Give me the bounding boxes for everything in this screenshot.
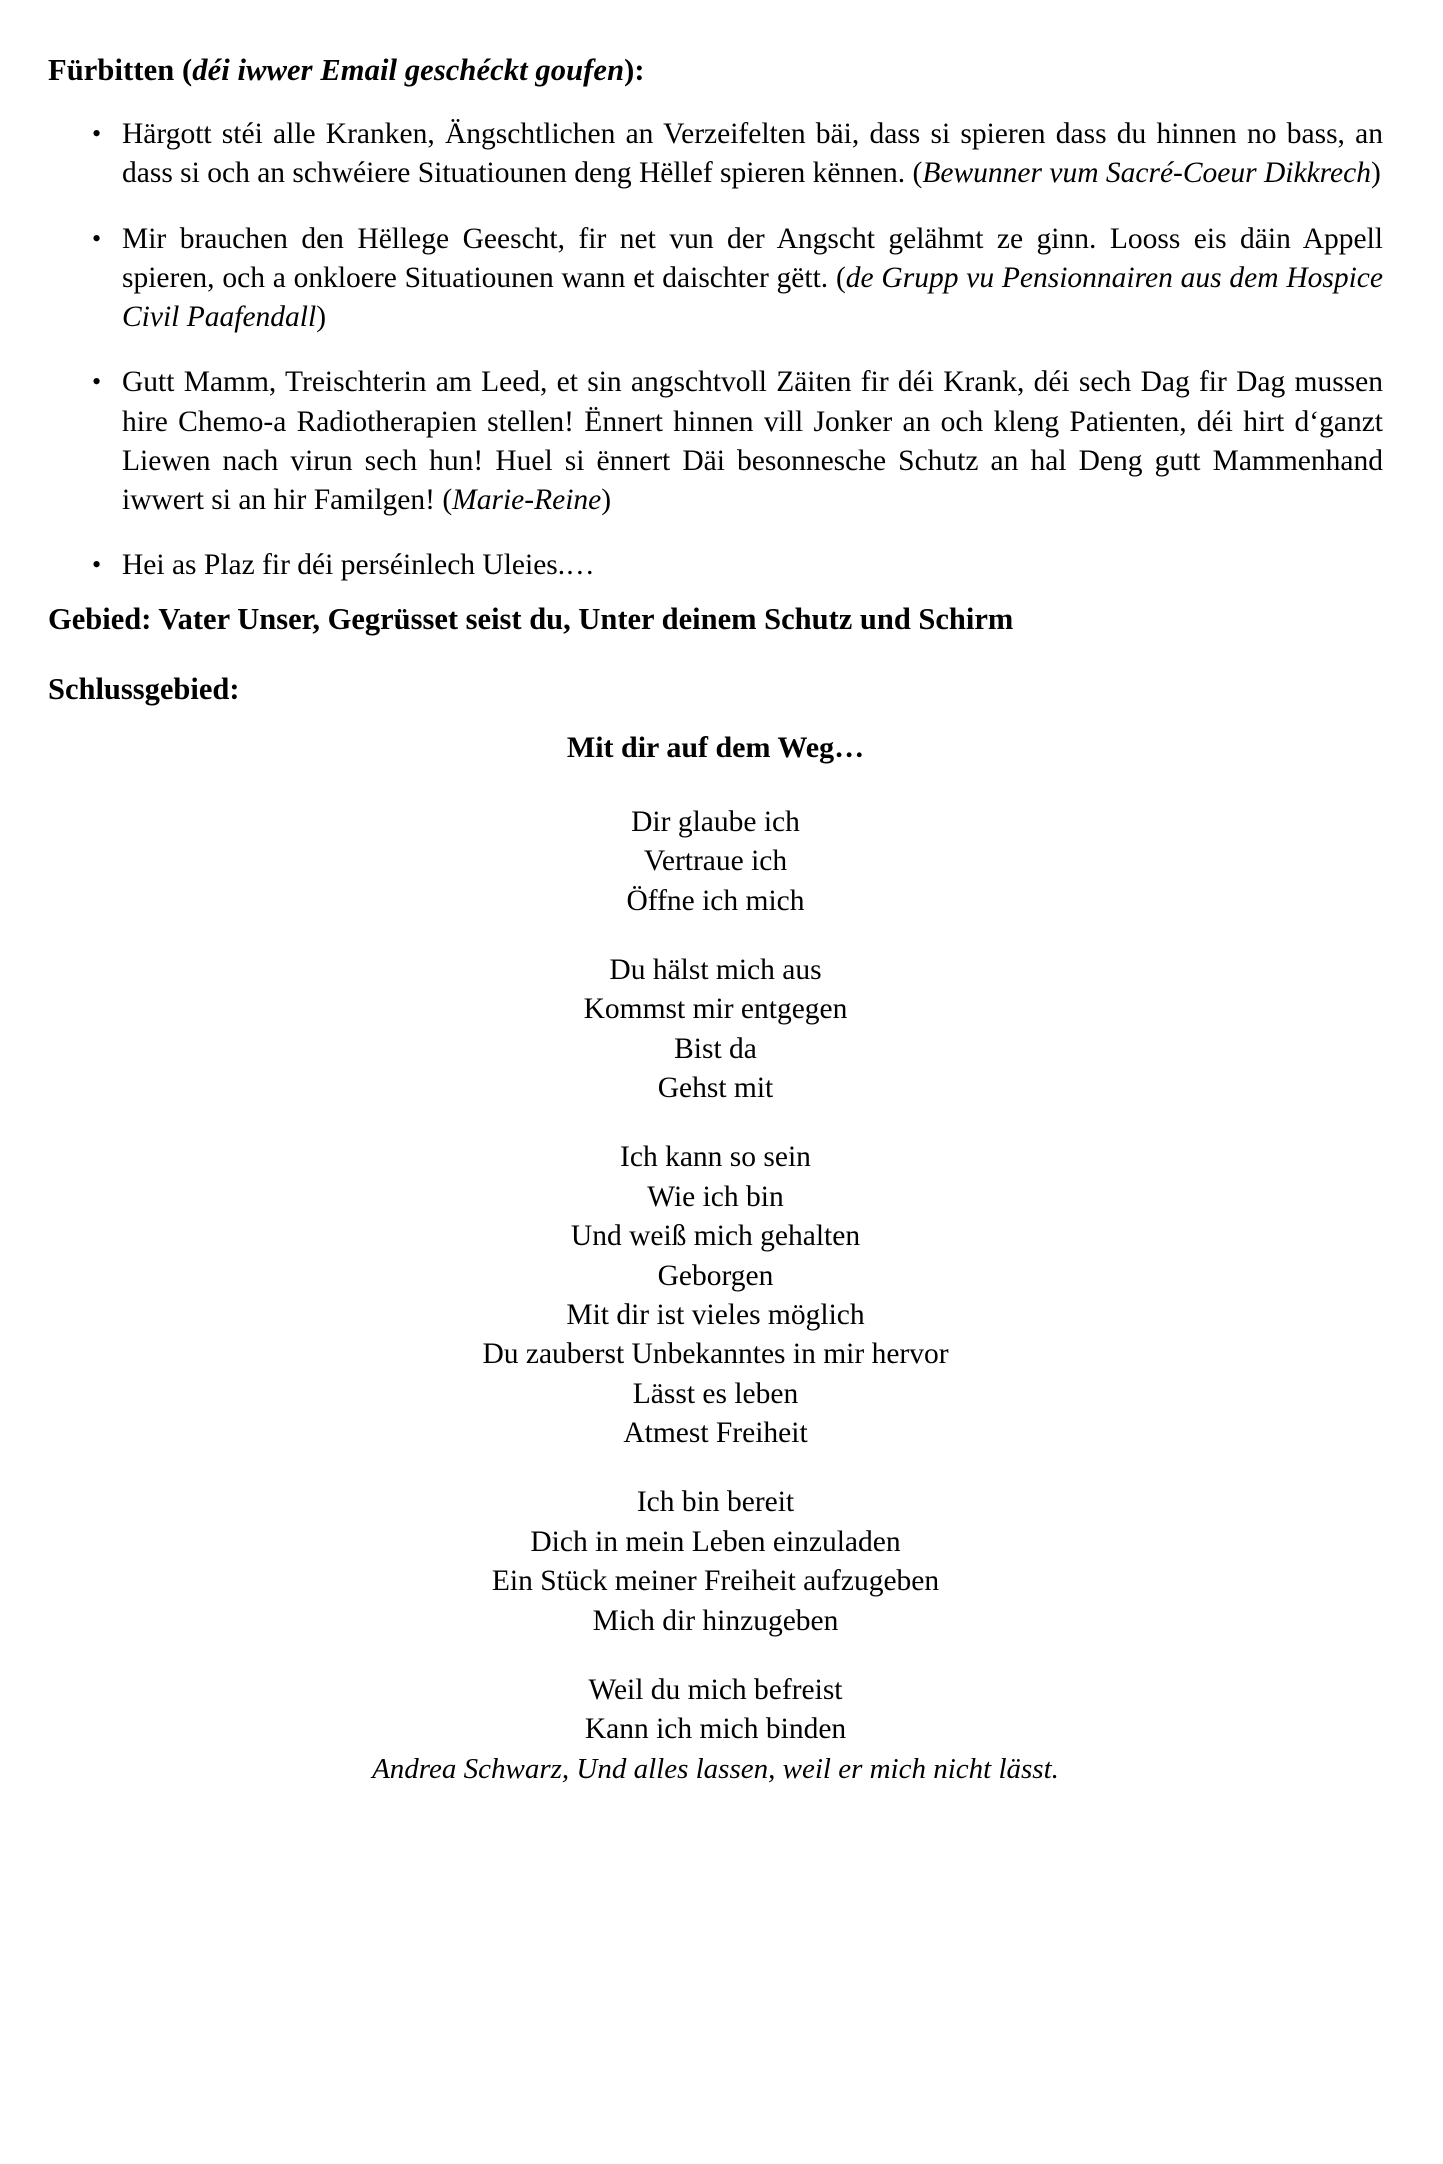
poem-line: Geborgen bbox=[657, 1259, 774, 1292]
poem-line: Mich dir hinzugeben bbox=[592, 1604, 839, 1637]
poem-line: Bist da bbox=[674, 1032, 757, 1065]
list-item bbox=[48, 363, 1383, 520]
poem-line: Und weiß mich gehalten bbox=[570, 1220, 861, 1253]
poem-line: Atmest Freiheit bbox=[623, 1417, 808, 1450]
bullet-icon: • bbox=[92, 550, 102, 580]
poem-line: Dich in mein Leben einzuladen bbox=[530, 1525, 901, 1558]
poem-line: Vertraue ich bbox=[643, 845, 788, 878]
poem-attribution: Andrea Schwarz, Und alles lassen, weil er mich nicht lässt. bbox=[372, 1752, 1059, 1785]
poem-line: Ich bin bereit bbox=[636, 1486, 795, 1519]
poem-stanza bbox=[48, 1483, 1383, 1641]
poem-line: Wie ich bin bbox=[647, 1180, 784, 1213]
petition-text: Hei as Plaz fir déi perséinlech Uleies.… bbox=[122, 549, 595, 582]
bullet-icon: • bbox=[92, 119, 102, 149]
closing-prayer-heading: Schlussgebied: bbox=[48, 671, 240, 706]
poem-stanza bbox=[48, 803, 1383, 921]
petition-text: Härgott stéi alle Kranken, Ängschtlichen an Verzeifelten bäi, dass si spieren dass du hinnen no bass, an dass si och an schwéiere Situatiounen deng Hëllef spieren kënnen. ( bbox=[122, 118, 1383, 190]
page-title-suffix: ): bbox=[624, 53, 645, 87]
bullet-icon: • bbox=[92, 367, 102, 397]
petition-source: Bewunner vum Sacré-Coeur Dikkrech bbox=[922, 157, 1371, 190]
petition-source-suffix: ) bbox=[1371, 157, 1381, 190]
poem-stanza bbox=[48, 951, 1383, 1109]
petition-source: de Grupp vu Pensionnairen aus dem Hospice Civil Paafendall bbox=[122, 261, 1383, 334]
poem-line: Ich kann so sein bbox=[620, 1141, 811, 1174]
list-item bbox=[48, 220, 1383, 338]
list-item bbox=[48, 546, 1383, 585]
petition-source-suffix: ) bbox=[601, 484, 612, 517]
list-item bbox=[48, 115, 1383, 193]
poem-line: Du hälst mich aus bbox=[609, 953, 822, 986]
page-title-prefix: Fürbitten ( bbox=[48, 53, 193, 87]
poem-line: Kann ich mich binden bbox=[584, 1713, 847, 1746]
bullet-icon: • bbox=[92, 223, 102, 253]
poem-line: Öffne ich mich bbox=[626, 884, 805, 917]
poem-line: Gehst mit bbox=[657, 1072, 774, 1105]
prayer-heading: Gebied: Vater Unser, Gegrüsset seist du, Unter deinem Schutz und Schirm bbox=[48, 601, 1014, 636]
poem-line: Dir glaube ich bbox=[631, 805, 800, 838]
poem-title: Mit dir auf dem Weg… bbox=[566, 730, 865, 764]
petition-text: Mir brauchen den Hëllege Geescht, fir net vun der Angscht gelähmt ze ginn. Looss eis däin Appell spieren, och a onkloere Situatiounen wann et daischter gëtt. ( bbox=[122, 222, 1383, 294]
poem-line: Weil du mich befreist bbox=[588, 1673, 843, 1706]
page-title-italic: déi iwwer Email geschéckt goufen bbox=[192, 53, 625, 87]
page-title bbox=[48, 52, 1383, 89]
poem-line: Ein Stück meiner Freiheit aufzugeben bbox=[491, 1565, 940, 1598]
poem-line: Mit dir ist vieles möglich bbox=[566, 1298, 865, 1331]
poem-line: Lässt es leben bbox=[632, 1377, 799, 1410]
poem-stanza bbox=[48, 1138, 1383, 1453]
petitions-list bbox=[48, 115, 1383, 585]
petition-source-suffix: ) bbox=[316, 301, 327, 334]
poem-line: Du zauberst Unbekanntes in mir hervor bbox=[482, 1338, 949, 1371]
petition-source: Marie-Reine bbox=[452, 484, 602, 517]
petition-text: Gutt Mamm, Treischterin am Leed, et sin angschtvoll Zäiten fir déi Krank, déi sech Dag fir Dag mussen hire Chemo-a Radiotherapien stellen! Ënnert hinnen vill Jonker an och kleng Patienten, déi hirt d‘ganzt Liewen nach virun sech hun! Huel si ënnert Däi besonnesche Schutz an hal Deng gutt Mammenhand iwwert si an hir Familgen! ( bbox=[122, 366, 1383, 517]
poem bbox=[48, 728, 1383, 1789]
poem-stanza bbox=[48, 1671, 1383, 1788]
poem-line: Kommst mir entgegen bbox=[583, 993, 848, 1026]
